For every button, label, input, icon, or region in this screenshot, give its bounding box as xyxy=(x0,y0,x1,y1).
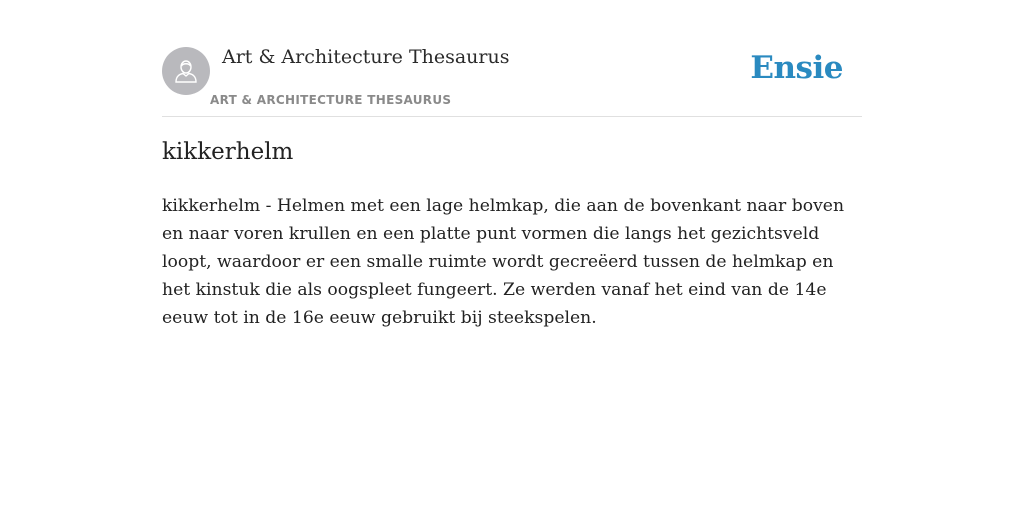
user-silhouette-icon xyxy=(172,57,200,85)
author-name[interactable]: Art & Architecture Thesaurus xyxy=(222,46,510,68)
term-title: kikkerhelm xyxy=(162,139,294,165)
author-subtitle[interactable]: ART & ARCHITECTURE THESAURUS xyxy=(210,93,452,107)
author-avatar[interactable] xyxy=(162,47,210,95)
brand-logo-link[interactable]: Ensie xyxy=(750,50,843,86)
term-definition: kikkerhelm - Helmen met een lage helmkap, die aan de bovenkant naar boven en naar voren krullen en een platte punt vormen die langs het gezichtsveld loopt, waardoor er een smalle ruimte wordt gecreëerd tussen de helmkap en het kinstuk die als oogspleet fungeert. Ze werden vanaf het eind van de 14e eeuw tot in de 16e eeuw gebruikt bij steekspelen. xyxy=(162,196,845,328)
entry-card xyxy=(162,0,862,328)
entry-header xyxy=(162,0,862,117)
